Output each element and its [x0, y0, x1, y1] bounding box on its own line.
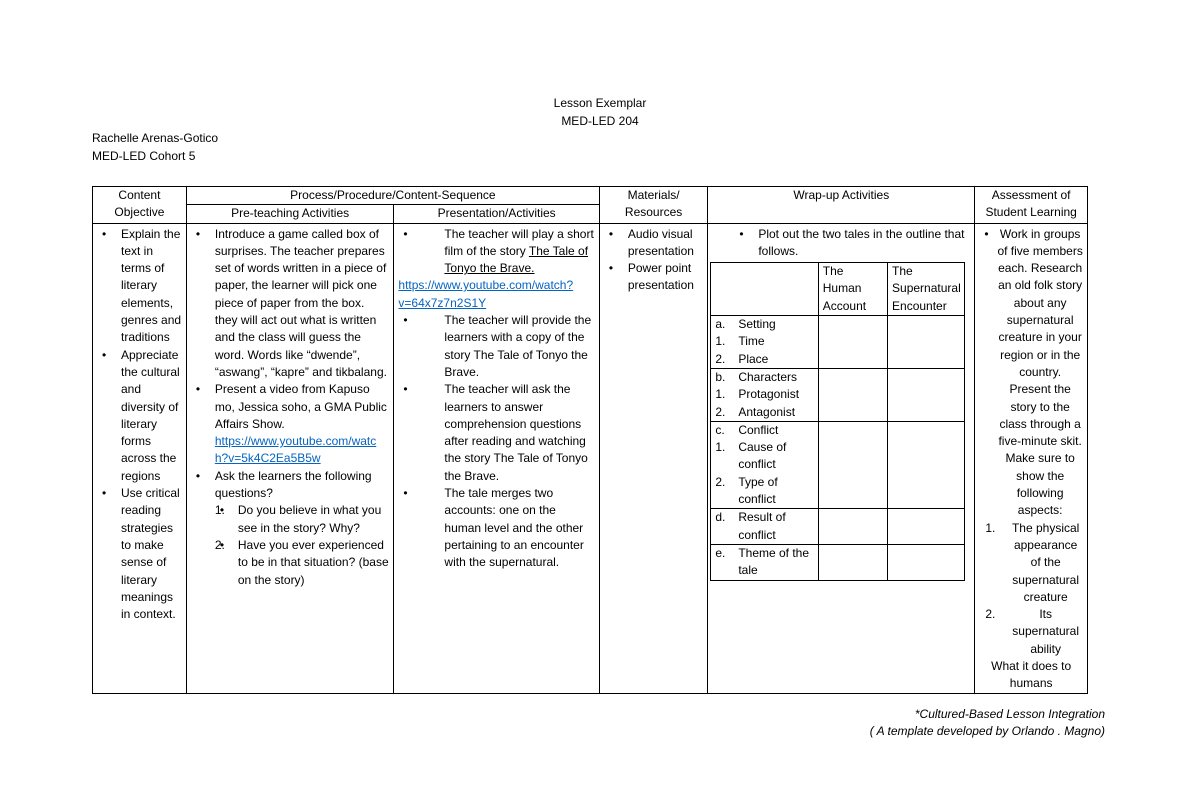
- presentation-item: • The teacher will play a short film of the story The Tale of Tonyo the Brave.: [398, 226, 594, 278]
- presentation-cell: [394, 223, 599, 693]
- content-objective-cell: [93, 223, 187, 693]
- aspect-item: 1. The physical appearance of the supernatural creature: [985, 520, 1080, 604]
- human-account-header: The Human Account: [818, 263, 887, 316]
- wrap-up-instruction: • Plot out the two tales in the outline that follows.: [734, 226, 974, 261]
- presentation-header: Presentation/Activities: [394, 205, 599, 223]
- wrap-up-header: Wrap-up Activities: [708, 187, 975, 224]
- answer-cell[interactable]: [818, 421, 887, 508]
- answer-cell[interactable]: [888, 421, 965, 508]
- pre-teaching-header: Pre-teaching Activities: [186, 205, 394, 223]
- outline-row-characters: b. Characters 1. Protagonist 2. Antagonist: [711, 368, 965, 421]
- material-item: • Power point presentation: [604, 260, 703, 295]
- answer-cell[interactable]: [818, 316, 887, 369]
- answer-cell[interactable]: [888, 544, 965, 580]
- materials-header: Materials/ Resources: [599, 187, 707, 224]
- material-item: • Audio visual presentation: [604, 226, 703, 261]
- body-row: [93, 223, 1088, 693]
- answer-cell[interactable]: [818, 544, 887, 580]
- pre-teaching-item: • Ask the learners the following questions? • 1. Do you believe in what you see in the story? Why? • 2. Have you ever experienced to be in that situation? (base on the story): [191, 468, 390, 589]
- outline-row-conflict: c. Conflict 1. Cause of conflict 2. Type of conflict: [711, 421, 965, 508]
- content-objective-header: Content Objective: [93, 187, 187, 224]
- aspect-item: 2. Its supernatural ability: [985, 607, 1080, 656]
- assessment-header: Assessment of Student Learning: [975, 187, 1088, 224]
- presentation-item: • The teacher will provide the learners with a copy of the story The Tale of Tonyo the Brave.: [398, 312, 594, 381]
- pre-teaching-item: • Present a video from Kapuso mo, Jessica soho, a GMA Public Affairs Show. https://www.youtube.com/watch?v=5k4C2Ea5B5w: [191, 381, 390, 467]
- question-item: • 2. Have you ever experienced to be in that situation? (base on the story): [215, 537, 390, 589]
- tale-outline-table: [710, 262, 965, 580]
- footer-credit: ( A template developed by Orlando . Magno): [869, 724, 1105, 738]
- question-item: • 1. Do you believe in what you see in the story? Why?: [215, 502, 390, 537]
- cohort-label: MED-LED Cohort 5: [92, 149, 196, 163]
- answer-cell[interactable]: [818, 368, 887, 421]
- outline-row-result: d. Result of conflict: [711, 509, 965, 545]
- wrap-up-cell: [708, 223, 975, 693]
- lesson-table: [92, 186, 1088, 694]
- assessment-intro: • Work in groups of five members each. Research an old folk story about any supernatural creature in your region or in the country. Present the story to the class through a five-minute skit. Make sure to show the following aspects:: [979, 226, 1083, 520]
- supernatural-header: The Supernatural Encounter: [888, 263, 965, 316]
- assessment-cell: [975, 223, 1088, 693]
- footer-note: *Cultured-Based Lesson Integration: [914, 707, 1105, 721]
- answer-cell[interactable]: [888, 509, 965, 545]
- objective-item: • Explain the text in terms of literary elements, genres and traditions: [97, 226, 182, 347]
- pre-teaching-item: • Introduce a game called box of surprises. The teacher prepares set of words written in a piece of paper, the learner will pick one piece of paper from the box. they will act out what is written and the class will guess the word. Words like “dwende”, “aswang”, “kapre” and tikbalang.: [191, 226, 390, 382]
- outline-row-setting: a. Setting 1. Time 2. Place: [711, 316, 965, 369]
- pre-teaching-cell: [186, 223, 394, 693]
- header-row-1: [93, 187, 1088, 205]
- answer-cell[interactable]: [888, 316, 965, 369]
- presentation-item: • The teacher will ask the learners to answer comprehension questions after reading and watching the story The Tale of Tonyo the Brave.: [398, 381, 594, 485]
- page-subtitle: MED-LED 204: [561, 114, 639, 128]
- film-title: The Tale of Tonyo the Brave.: [444, 243, 589, 276]
- answer-cell[interactable]: [888, 368, 965, 421]
- page-title: Lesson Exemplar: [553, 96, 647, 110]
- tonyo-video-link[interactable]: https://www.youtube.com/watch?v=64x7z7n2S1Y: [398, 278, 574, 310]
- objective-item: • Appreciate the cultural and diversity of literary forms across the regions: [97, 347, 182, 485]
- presentation-item: • The tale merges two accounts: one on the human level and the other pertaining to an encounter with the supernatural.: [398, 485, 594, 571]
- kapuso-video-link[interactable]: https://www.youtube.com/watch?v=5k4C2Ea5B5w: [214, 434, 377, 466]
- objective-item: • Use critical reading strategies to make sense of literary meanings in context.: [97, 485, 182, 623]
- outline-row-theme: e. Theme of the tale: [711, 544, 965, 580]
- materials-cell: [599, 223, 707, 693]
- assessment-outro: What it does to humans: [991, 659, 1072, 691]
- author-name: Rachelle Arenas-Gotico: [92, 131, 219, 145]
- process-header: Process/Procedure/Content-Sequence: [186, 187, 599, 205]
- answer-cell[interactable]: [818, 509, 887, 545]
